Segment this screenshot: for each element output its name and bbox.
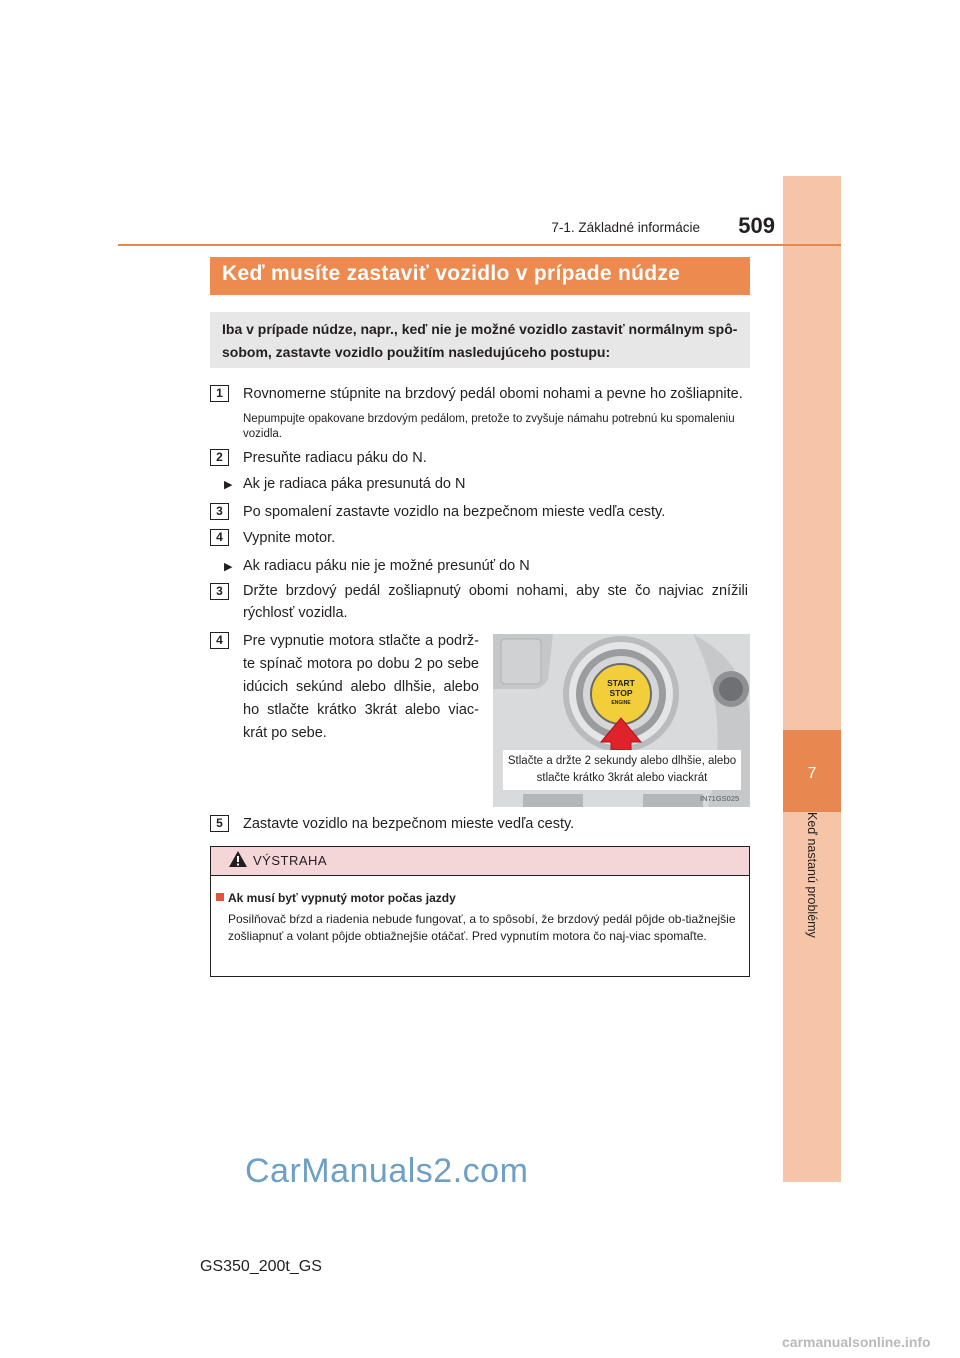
step-number: 3 <box>210 583 229 600</box>
step-text: Pre vypnutie motora stlačte a podrž-te spínač motora po dobu 2 po sebe idúcich sekúnd alebo dlhšie, alebo ho stlačte krátko 3krát alebo viac-krát po sebe. <box>243 633 479 741</box>
triangle-bullet-icon: ▶ <box>224 561 233 573</box>
page-number: 509 <box>738 213 775 238</box>
chapter-number: 7 <box>807 765 817 782</box>
model-code: GS350_200t_GS <box>200 1258 322 1275</box>
step-number: 1 <box>210 385 229 402</box>
section-title: 7-1. Základné informácie <box>551 220 700 235</box>
svg-text:ENGINE: ENGINE <box>611 700 631 706</box>
step-number: 4 <box>210 529 229 546</box>
step-text: Presuňte radiacu páku do N. <box>243 450 427 466</box>
step-number: 2 <box>210 449 229 466</box>
warning-title: VÝSTRAHA <box>253 853 328 868</box>
illustration-code: IN71GS025 <box>700 794 740 803</box>
warning-text: Posilňovač bŕzd a riadenia nebude fungovať, a to spôsobí, že brzdový pedál pôjde ob-tiažnejšie zošliapnuť a volant pôjde obtiažnejšie otáčať. Pred vypnutím motora čo naj-viac spomaľte. <box>228 912 736 943</box>
square-bullet-icon <box>216 893 224 901</box>
watermark-url: carmanualsonline.info <box>782 1334 931 1350</box>
step-number: 4 <box>210 632 229 649</box>
step-text: Rovnomerne stúpnite na brzdový pedál obomi nohami a pevne ho zošliapnite. <box>243 386 743 402</box>
chapter-side-tab <box>783 176 841 1182</box>
illustration-caption: Stlačte a držte 2 sekundy alebo dlhšie, alebo stlačte krátko 3krát alebo viackrát <box>503 750 741 790</box>
condition-text: Ak radiacu páku nie je možné presunúť do N <box>243 558 530 574</box>
step-text: Držte brzdový pedál zošliapnutý obomi nohami, aby ste čo najviac znížili rýchlosť vozidla. <box>243 583 748 621</box>
svg-text:STOP: STOP <box>609 688 633 698</box>
step-number: 5 <box>210 815 229 832</box>
step-text: Zastavte vozidlo na bezpečnom mieste vedľa cesty. <box>243 816 575 832</box>
chapter-title: Keď nastanú problémy <box>805 812 819 938</box>
page-title: Keď musíte zastaviť vozidlo v prípade núdze <box>222 262 681 285</box>
warning-subtitle: Ak musí byť vypnutý motor počas jazdy <box>228 891 456 905</box>
step-number: 3 <box>210 503 229 520</box>
step-text: Vypnite motor. <box>243 530 336 546</box>
svg-text:START: START <box>607 678 635 688</box>
step-note: Nepumpujte opakovane brzdovým pedálom, pretože to zvyšuje námahu potrebnú ku spomaleniu vozidla. <box>243 413 735 440</box>
header-rule <box>118 244 841 246</box>
intro-text: Iba v prípade núdze, napr., keď nie je možné vozidlo zastaviť normálnym spô-sobom, zastavte vozidlo použitím nasledujúceho postupu: <box>222 321 738 360</box>
condition-text: Ak je radiaca páka presunutá do N <box>243 476 466 492</box>
warning-icon <box>228 850 248 868</box>
triangle-bullet-icon: ▶ <box>224 479 233 491</box>
watermark-logo: CarManuals2.com <box>245 1152 529 1190</box>
step-text: Po spomalení zastavte vozidlo na bezpečnom mieste vedľa cesty. <box>243 504 666 520</box>
